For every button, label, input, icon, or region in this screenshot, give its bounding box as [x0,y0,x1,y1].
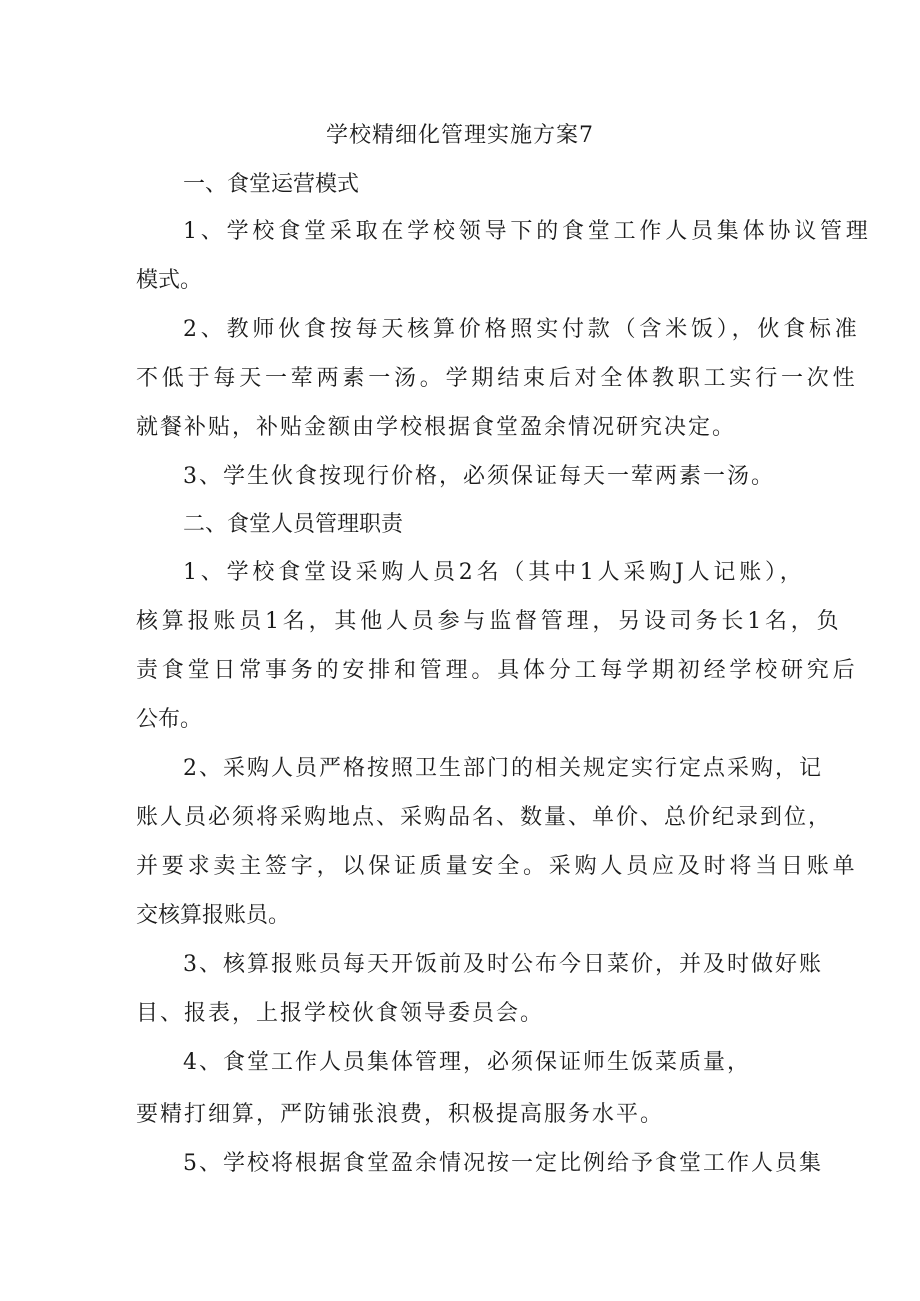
paragraph-line: 就餐补贴，补贴金额由学校根据食堂盈余情况研究决定。 [136,415,737,440]
paragraph-line: 并要求卖主签字，以保证质量安全。采购人员应及时将当日账单 [136,854,859,879]
paragraph-line: 要精打细算，严防铺张浪费，积极提高服务水平。 [136,1102,665,1127]
paragraph-line: 责食堂日常事务的安排和管理。具体分工每学期初经学校研究后 [136,658,859,683]
document-title: 学校精细化管理实施方案7 [326,123,594,148]
section-heading-canteen-mode: 一、食堂运营模式 [183,172,360,197]
paragraph-line: 目、报表，上报学校伙食领导委员会。 [136,1001,545,1026]
paragraph-line: 账人员必须将采购地点、采购品名、数量、单价、总价纪录到位， [136,805,833,830]
paragraph-line: 1、学校食堂设采购人员2名（其中1人采购J人记账）， [183,560,806,585]
paragraph-line: 4、食堂工作人员集体管理，必须保证师生饭菜质量， [183,1050,751,1075]
paragraph-line: 不低于每天一荤两素一汤。学期结束后对全体教职工实行一次性 [136,366,859,391]
paragraph-line: 5、学校将根据食堂盈余情况按一定比例给予食堂工作人员集 [183,1151,823,1176]
paragraph-line: 公布。 [136,707,203,732]
paragraph-line: 2、教师伙食按每天核算价格照实付款（含米饭），伙食标准 [183,317,861,342]
paragraph-line: 2、采购人员严格按照卫生部门的相关规定实行定点采购，记 [183,756,823,781]
paragraph-line: 3、学生伙食按现行价格，必须保证每天一荤两素一汤。 [183,464,775,489]
section-heading-staff-duties: 二、食堂人员管理职责 [183,512,404,537]
paragraph-line: 核算报账员1名，其他人员参与监督管理，另设司务长1名，负 [136,609,843,634]
paragraph-line: 1、学校食堂采取在学校领导下的食堂工作人员集体协议管理 [183,219,872,244]
paragraph-line: 3、核算报账员每天开饭前及时公布今日菜价，并及时做好账 [183,952,823,977]
paragraph-line: 交核算报账员。 [136,903,291,928]
paragraph-line: 模式。 [136,268,203,293]
